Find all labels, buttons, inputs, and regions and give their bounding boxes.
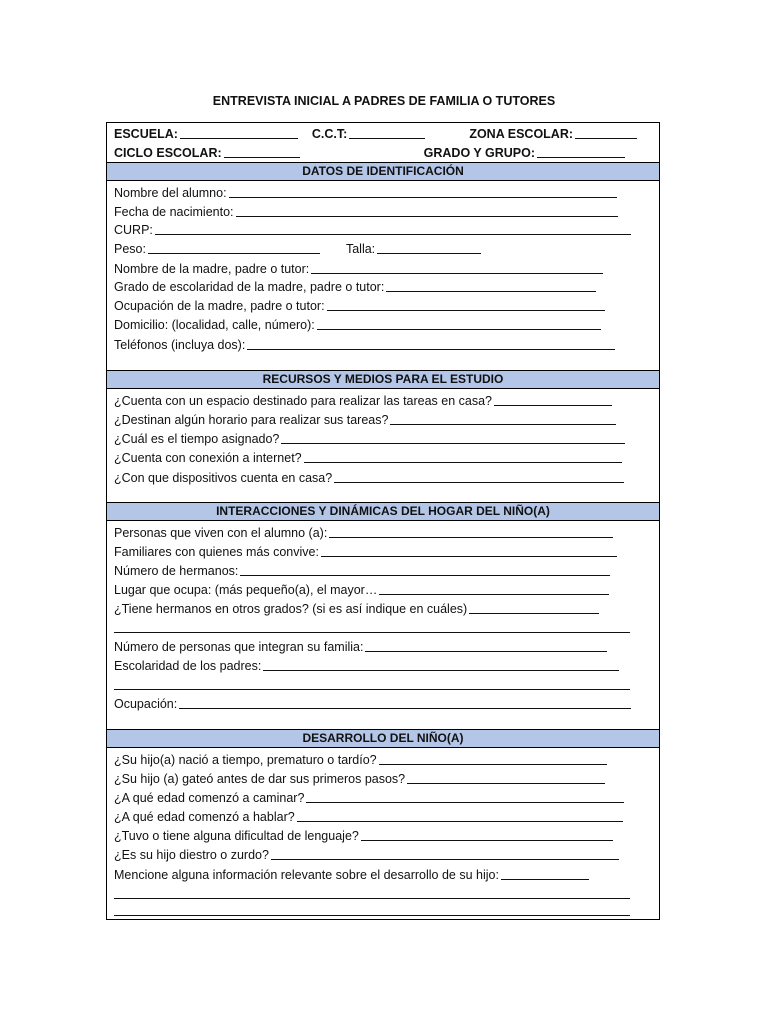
telefonos-field[interactable] xyxy=(247,336,615,350)
fecha-nacimiento-label: Fecha de nacimiento: xyxy=(114,205,234,219)
personas-familia-label: Número de personas que integran su familia: xyxy=(114,640,364,654)
personas-familia-field[interactable] xyxy=(365,638,607,652)
dificultad-lenguaje-field[interactable] xyxy=(361,827,613,841)
numero-hermanos-row xyxy=(114,560,654,578)
escolaridad-padres-field[interactable] xyxy=(263,657,619,671)
escolaridad-padres-continuation-field[interactable] xyxy=(114,676,630,690)
dispositivos-row xyxy=(114,467,654,485)
escuela-field[interactable] xyxy=(180,125,298,139)
lugar-ocupa-label: Lugar que ocupa: (más pequeño(a), el mayor… xyxy=(114,583,378,597)
escolaridad-padres-continuation-row xyxy=(114,674,654,692)
ciclo-escolar-field[interactable] xyxy=(224,144,300,158)
zona-escolar-field[interactable] xyxy=(575,125,637,139)
nacio-tiempo-label: ¿Su hijo(a) nació a tiempo, prematuro o tardío? xyxy=(114,753,377,767)
edad-caminar-label: ¿A qué edad comenzó a caminar? xyxy=(114,791,305,805)
horario-tareas-row xyxy=(114,409,654,427)
ocupacion-tutor-row xyxy=(114,295,654,313)
horario-tareas-field[interactable] xyxy=(390,411,616,425)
domicilio-row xyxy=(114,314,654,332)
informacion-relevante-row xyxy=(114,864,654,882)
hermanos-grados-field[interactable] xyxy=(469,600,599,614)
nombre-alumno-row xyxy=(114,182,654,200)
informacion-continuation-field-2[interactable] xyxy=(114,902,630,916)
numero-hermanos-label: Número de hermanos: xyxy=(114,564,239,578)
fecha-nacimiento-row xyxy=(114,201,654,219)
informacion-continuation-row-2 xyxy=(114,900,654,918)
escolaridad-tutor-label: Grado de escolaridad de la madre, padre o tutor: xyxy=(114,280,385,294)
gateo-row xyxy=(114,768,654,786)
nombre-tutor-row xyxy=(114,258,654,276)
espacio-tareas-row xyxy=(114,390,654,408)
section-desarrollo-header: DESARROLLO DEL NIÑO(A) xyxy=(107,729,659,748)
conexion-internet-row xyxy=(114,447,654,465)
gateo-field[interactable] xyxy=(407,770,605,784)
ocupacion-tutor-label: Ocupación de la madre, padre o tutor: xyxy=(114,299,325,313)
dispositivos-field[interactable] xyxy=(334,469,624,483)
familiares-convive-row xyxy=(114,541,654,559)
domicilio-label: Domicilio: (localidad, calle, número): xyxy=(114,318,315,332)
edad-caminar-row xyxy=(114,787,654,805)
hermanos-grados-label: ¿Tiene hermanos en otros grados? (si es así indique en cuáles) xyxy=(114,602,468,616)
domicilio-field[interactable] xyxy=(317,316,601,330)
diestro-zurdo-row xyxy=(114,844,654,862)
ocupacion-field[interactable] xyxy=(179,695,631,709)
edad-hablar-row xyxy=(114,806,654,824)
talla-label: Talla: xyxy=(345,242,376,256)
escolaridad-padres-label: Escolaridad de los padres: xyxy=(114,659,262,673)
hermanos-grados-row xyxy=(114,598,654,616)
cct-label: C.C.T: xyxy=(311,127,348,141)
dispositivos-label: ¿Con que dispositivos cuenta en casa? xyxy=(114,471,333,485)
personas-familia-row xyxy=(114,636,654,654)
tiempo-asignado-field[interactable] xyxy=(281,430,625,444)
ocupacion-tutor-field[interactable] xyxy=(327,297,605,311)
edad-hablar-field[interactable] xyxy=(297,808,623,822)
talla-field[interactable] xyxy=(377,240,481,254)
personas-viven-label: Personas que viven con el alumno (a): xyxy=(114,526,328,540)
escolaridad-padres-row xyxy=(114,655,654,673)
ocupacion-row xyxy=(114,693,654,711)
document-title: ENTREVISTA INICIAL A PADRES DE FAMILIA O TUTORES xyxy=(212,94,556,108)
espacio-tareas-field[interactable] xyxy=(494,392,612,406)
grado-grupo-field[interactable] xyxy=(537,144,625,158)
nombre-tutor-field[interactable] xyxy=(311,260,603,274)
informacion-relevante-label: Mencione alguna información relevante sobre el desarrollo de su hijo: xyxy=(114,868,499,882)
nombre-alumno-label: Nombre del alumno: xyxy=(114,186,227,200)
escuela-label: ESCUELA: xyxy=(114,127,178,141)
nacio-tiempo-row xyxy=(114,749,654,767)
horario-tareas-label: ¿Destinan algún horario para realizar sus tareas? xyxy=(114,413,389,427)
dificultad-lenguaje-label: ¿Tuvo o tiene alguna dificultad de lenguaje? xyxy=(114,829,359,843)
zona-escolar-label: ZONA ESCOLAR: xyxy=(469,127,574,141)
familiares-convive-field[interactable] xyxy=(321,543,617,557)
cycle-info-row xyxy=(114,142,654,160)
conexion-internet-label: ¿Cuenta con conexión a internet? xyxy=(114,451,302,465)
telefonos-row xyxy=(114,334,654,352)
familiares-convive-label: Familiares con quienes más convive: xyxy=(114,545,319,559)
hermanos-grados-continuation-field[interactable] xyxy=(114,619,630,633)
informacion-continuation-field-1[interactable] xyxy=(114,885,630,899)
tiempo-asignado-label: ¿Cuál es el tiempo asignado? xyxy=(114,432,280,446)
grado-grupo-label: GRADO Y GRUPO: xyxy=(423,146,535,160)
escolaridad-tutor-field[interactable] xyxy=(386,278,596,292)
edad-hablar-label: ¿A qué edad comenzó a hablar? xyxy=(114,810,295,824)
edad-caminar-field[interactable] xyxy=(306,789,624,803)
dificultad-lenguaje-row xyxy=(114,825,654,843)
nombre-alumno-field[interactable] xyxy=(229,184,617,198)
gateo-label: ¿Su hijo (a) gateó antes de dar sus primeros pasos? xyxy=(114,772,406,786)
section-recursos-header: RECURSOS Y MEDIOS PARA EL ESTUDIO xyxy=(107,370,659,389)
peso-label: Peso: xyxy=(114,242,146,256)
tiempo-asignado-row xyxy=(114,428,654,446)
lugar-ocupa-field[interactable] xyxy=(379,581,609,595)
cct-field[interactable] xyxy=(349,125,425,139)
section-identificacion-header: DATOS DE IDENTIFICACIÓN xyxy=(107,162,659,181)
school-info-row xyxy=(114,123,654,141)
escolaridad-tutor-row xyxy=(114,276,654,294)
personas-viven-field[interactable] xyxy=(329,524,613,538)
telefonos-label: Teléfonos (incluya dos): xyxy=(114,338,246,352)
nacio-tiempo-field[interactable] xyxy=(379,751,607,765)
personas-viven-row xyxy=(114,522,654,540)
nombre-tutor-label: Nombre de la madre, padre o tutor: xyxy=(114,262,310,276)
espacio-tareas-label: ¿Cuenta con un espacio destinado para realizar las tareas en casa? xyxy=(114,394,493,408)
fecha-nacimiento-field[interactable] xyxy=(236,203,618,217)
lugar-ocupa-row xyxy=(114,579,654,597)
diestro-zurdo-label: ¿Es su hijo diestro o zurdo? xyxy=(114,848,269,862)
section-interacciones-header: INTERACCIONES Y DINÁMICAS DEL HOGAR DEL NIÑO(A) xyxy=(107,502,659,521)
numero-hermanos-field[interactable] xyxy=(240,562,610,576)
peso-talla-row xyxy=(114,238,654,256)
hermanos-grados-continuation-row xyxy=(114,617,654,635)
diestro-zurdo-field[interactable] xyxy=(271,846,619,860)
curp-row xyxy=(114,219,654,237)
informacion-continuation-row-1 xyxy=(114,883,654,901)
informacion-relevante-field[interactable] xyxy=(501,866,589,880)
interview-form xyxy=(106,122,660,920)
peso-field[interactable] xyxy=(148,240,320,254)
ocupacion-label: Ocupación: xyxy=(114,697,178,711)
curp-label: CURP: xyxy=(114,223,153,237)
curp-field[interactable] xyxy=(155,221,631,235)
conexion-internet-field[interactable] xyxy=(304,449,622,463)
ciclo-escolar-label: CICLO ESCOLAR: xyxy=(114,146,222,160)
